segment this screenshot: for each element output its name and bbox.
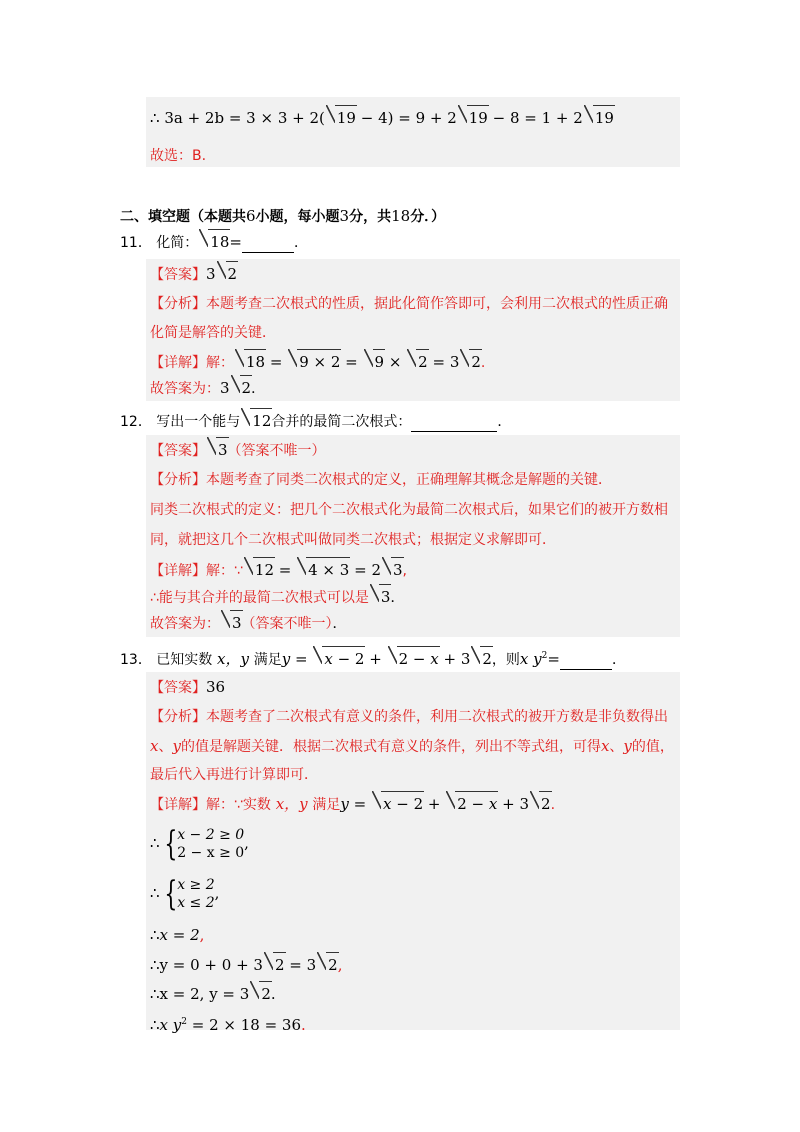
answer-blank[interactable] — [560, 655, 612, 670]
radical: x − 2 — [313, 649, 364, 669]
q13-step-final: ∴x $y^2 = 2 \times 18 = 36$. — [150, 1016, 306, 1034]
q11-final: 故答案为：3 2． — [150, 379, 266, 397]
q12-answer: 【答案】 3（答案不唯一） — [150, 441, 326, 459]
q13-step-x: ∴x = 2, — [150, 926, 205, 944]
radical: 2 — [530, 794, 551, 814]
radical: 2 — [264, 955, 285, 975]
q11-answer: 【答案】3 2 — [150, 265, 238, 283]
radical: 19 — [584, 108, 614, 128]
radical: 12 — [241, 411, 271, 431]
q13-analysis-line1: 【分析】本题考查了二次根式有意义的条件，利用二次根式的被开方数是非负数得出 — [150, 709, 668, 725]
radical: 3 — [207, 440, 228, 460]
equation-line: ∴ 3a + 2b = 3 × 3 + 2( 19 − 4) = 9 + 2 19 − 8 = 1 + 2 19 — [150, 109, 614, 127]
radical: 2 − x — [388, 649, 439, 669]
radical: 19 — [458, 108, 488, 128]
radical: 2 — [317, 955, 338, 975]
radical: 19 — [326, 108, 356, 128]
q12-analysis-line2: 同类二次根式的定义：把几个二次根式化为最简二次根式后，如果它们的被开方数相 — [150, 502, 668, 518]
radical: 3 — [370, 587, 391, 607]
q11-detail: 【详解】解： 18 = 9 × 2 = 9 × 2 = 3 2. — [150, 353, 486, 371]
radical: 18 — [199, 232, 229, 252]
q11-analysis-line2: 化简是解答的关键． — [150, 325, 276, 341]
question-11: 11． 化简： 18= ． — [120, 233, 308, 251]
radical: 2 — [231, 378, 252, 398]
radical: 2 — [407, 352, 428, 372]
conclusion-text: 故选：B. — [150, 148, 207, 164]
q11-analysis-line1: 【分析】本题考查二次根式的性质，据此化简作答即可，会利用二次根式的性质正确 — [150, 296, 668, 312]
question-12: 12． 写出一个能与 12合并的最简二次根式： ． — [120, 412, 512, 430]
q13-system-1: ∴ {x − 2 ≥ 0 2 − x ≥ 0, — [150, 824, 249, 864]
q12-analysis-line3: 同，就把这几个二次根式叫做同类二次根式；根据定义求解即可． — [150, 532, 556, 548]
answer-blank[interactable] — [242, 238, 294, 253]
q12-detail: 【详解】解：∵ 12 = 4 × 3 = 2 3, — [150, 561, 407, 579]
q13-analysis-line3: 最后代入再进行计算即可． — [150, 767, 318, 783]
q12-final: 故答案为： 3（答案不唯一）． — [150, 614, 347, 632]
q13-answer: 【答案】36 — [150, 678, 226, 696]
radical: 2 — [250, 984, 271, 1004]
q13-analysis-line2: x、y的值是解题关键．根据二次根式有意义的条件，列出不等式组，可得x、y的值， — [150, 737, 674, 755]
radical: 4 × 3 — [297, 560, 349, 580]
question-13: 13． 已知实数 x，y 满足y = x − 2 + 2 − x + 3 2，则x $y^2=$ ． — [120, 650, 626, 668]
radical: 12 — [244, 560, 274, 580]
q13-system-2: ∴ {x ≥ 2 x ≤ 2, — [150, 874, 220, 914]
radical: 2 — [460, 352, 481, 372]
radical: 2 − x — [446, 794, 497, 814]
radical: 9 × 2 — [288, 352, 340, 372]
radical: 9 — [364, 352, 385, 372]
q13-step-y: ∴y = 0 + 0 + 3 2 = 3 2, — [150, 956, 343, 974]
section-heading: 二、填空题（本题共6小题，每小题3分，共18分．） — [120, 207, 446, 225]
radical: 2 — [471, 649, 492, 669]
radical: 3 — [382, 560, 403, 580]
radical: 3 — [221, 613, 242, 633]
radical: 2 — [217, 264, 238, 284]
radical: x − 2 — [372, 794, 423, 814]
q12-line2: ∴能与其合并的最简二次根式可以是 3． — [150, 588, 405, 606]
q13-detail: 【详解】解：∵实数 x，y 满足y = x − 2 + 2 − x + 3 2. — [150, 795, 556, 813]
q12-analysis-line1: 【分析】本题考查了同类二次根式的定义，正确理解其概念是解题的关键． — [150, 472, 612, 488]
answer-blank[interactable] — [411, 417, 497, 432]
q13-step-xy: ∴x = 2, y = 3 2. — [150, 985, 276, 1003]
equation-lhs: 3a + 2b = 3 × 3 + 2( — [164, 109, 325, 127]
radical: 18 — [235, 352, 265, 372]
